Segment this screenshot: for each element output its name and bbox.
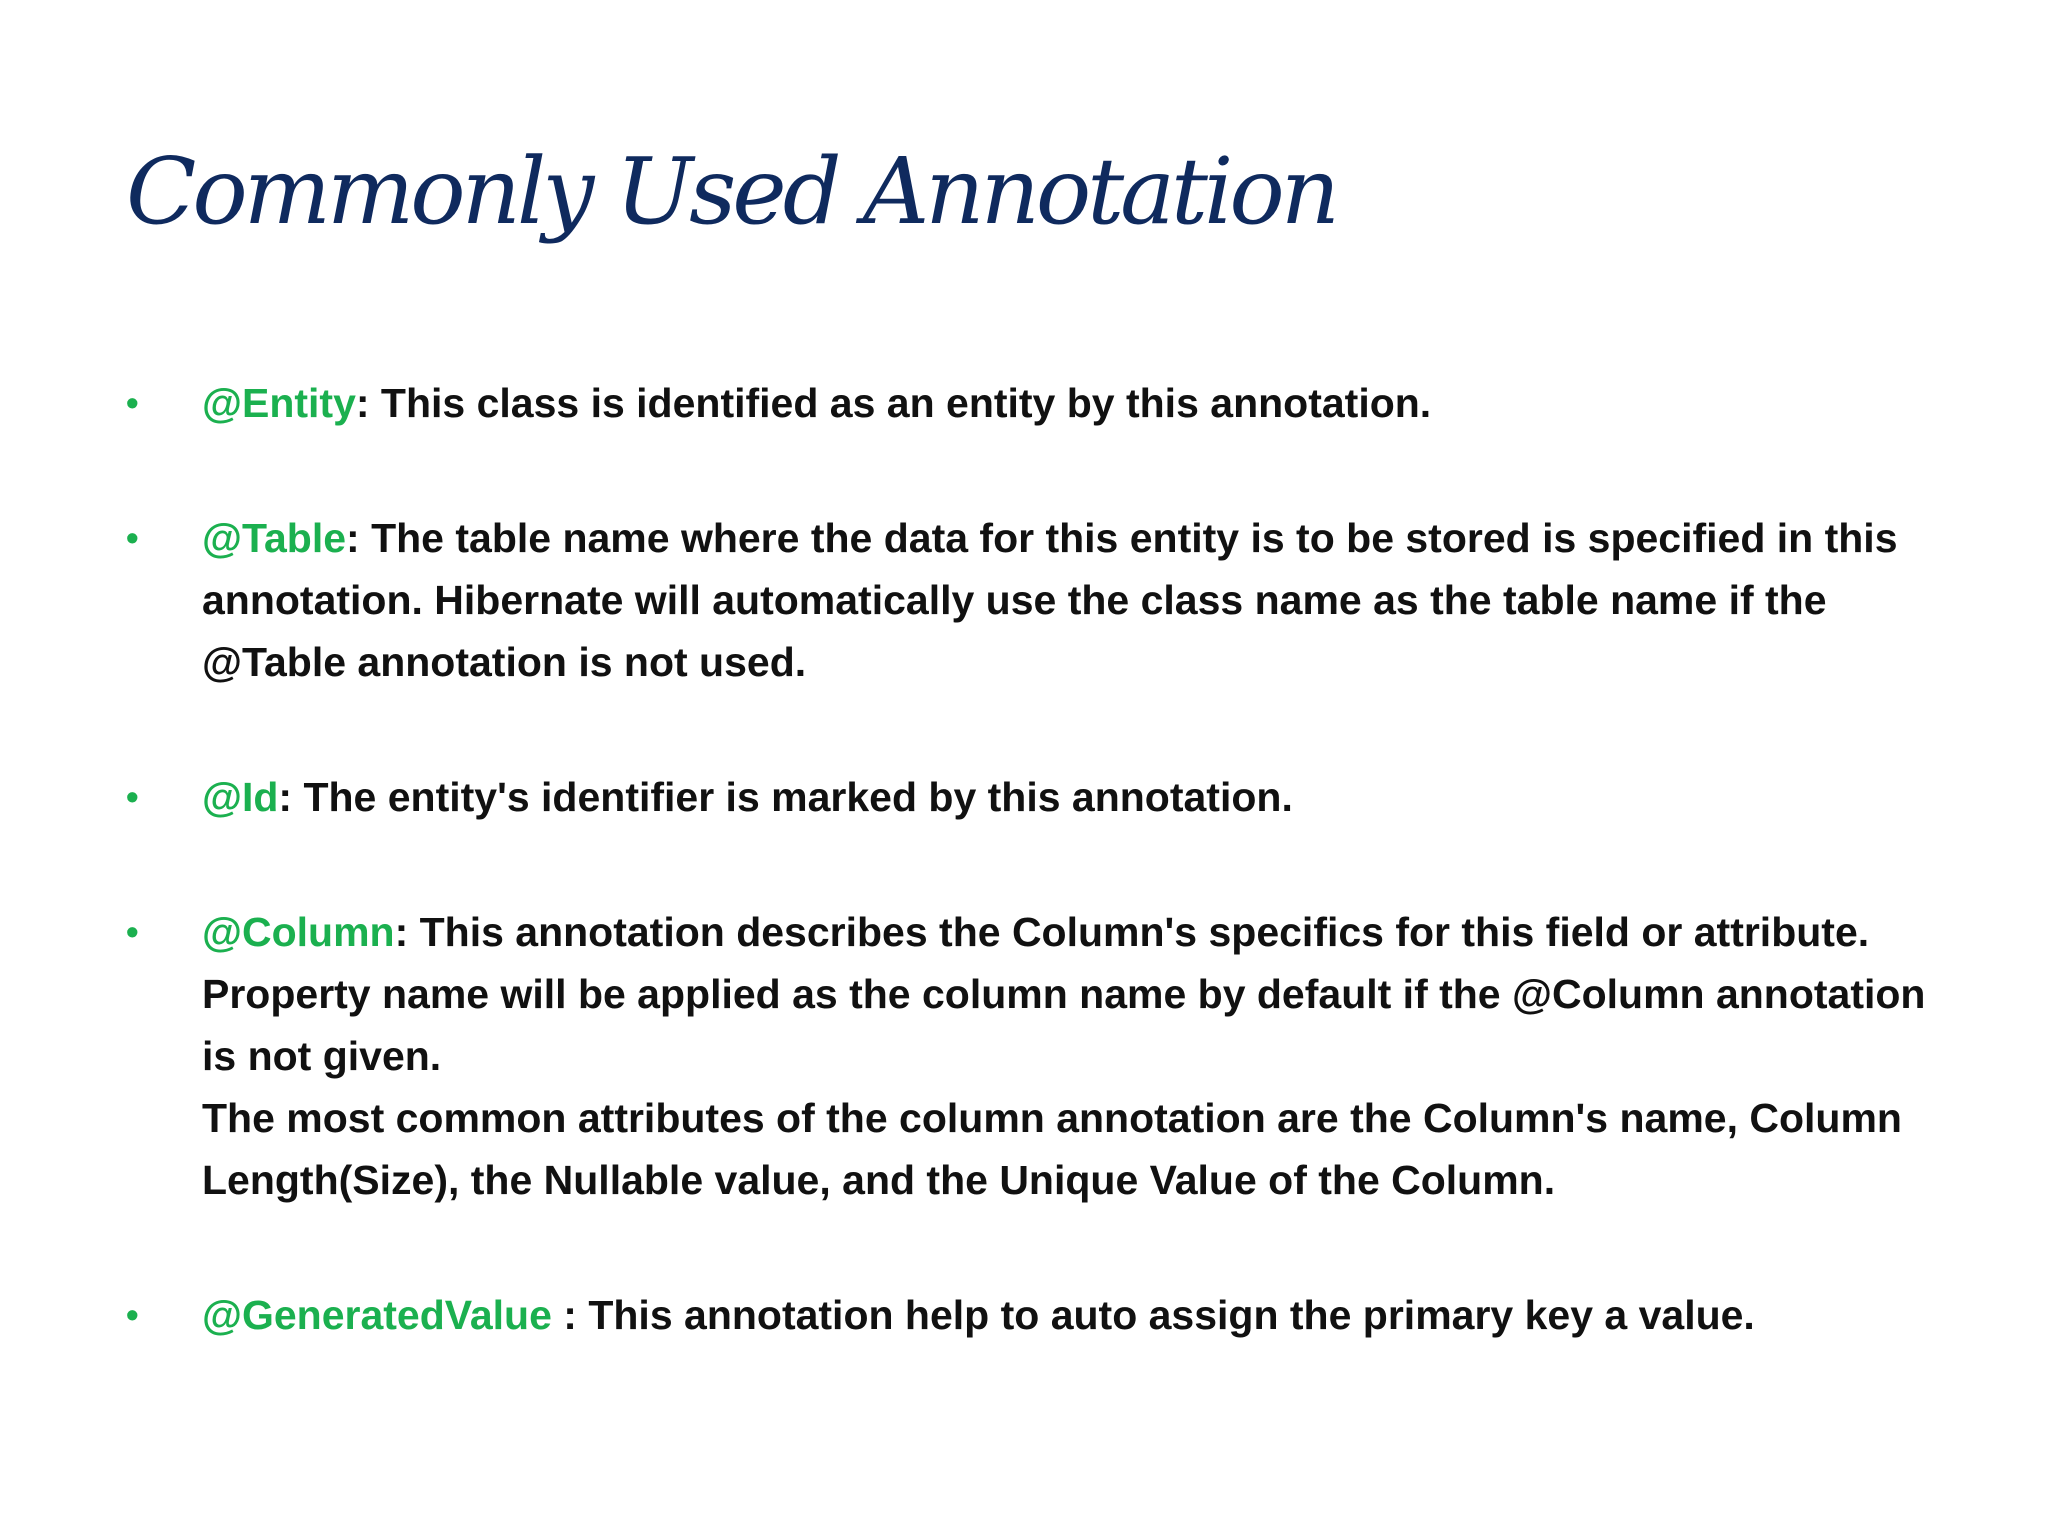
annotation-keyword: @GeneratedValue [202, 1292, 552, 1338]
annotation-description: : This annotation help to auto assign the primary key a value. [551, 1292, 1755, 1338]
bullet-table [120, 507, 1950, 693]
annotation-description: : This class is identified as an entity by this annotation. [355, 380, 1432, 426]
bullet-dot-icon: • [126, 1294, 139, 1335]
slide-title: Commonly Used Annotation [126, 138, 1337, 245]
bullet-dot-icon: • [126, 911, 139, 952]
bullet-dot-icon: • [126, 382, 139, 423]
annotation-keyword: @Entity [202, 380, 356, 426]
annotation-description: : This annotation describes the Column's specifics for this field or attribute. Property name will be applied as the column name by default if the @Column annotation is not given. [202, 909, 1926, 1079]
bullet-list [120, 372, 1950, 1419]
annotation-description: : The table name where the data for this entity is to be stored is specified in this annotation. Hibernate will automatically use the class name as the table name if the @Table annotation is not used. [202, 515, 1898, 685]
bullet-id [120, 766, 1950, 828]
annotation-extra-description: The most common attributes of the column annotation are the Column's name, Column Length(Size), the Nullable value, and the Unique Value of the Column. [202, 1095, 1902, 1203]
annotation-keyword: @Column [202, 909, 395, 955]
annotation-keyword: @Table [202, 515, 347, 561]
bullet-dot-icon: • [126, 776, 139, 817]
bullet-column [120, 901, 1950, 1211]
bullet-entity [120, 372, 1950, 434]
annotation-keyword: @Id [202, 774, 279, 820]
bullet-dot-icon: • [126, 517, 139, 558]
annotation-description: : The entity's identifier is marked by this annotation. [278, 774, 1293, 820]
bullet-generated-value [120, 1284, 1950, 1346]
